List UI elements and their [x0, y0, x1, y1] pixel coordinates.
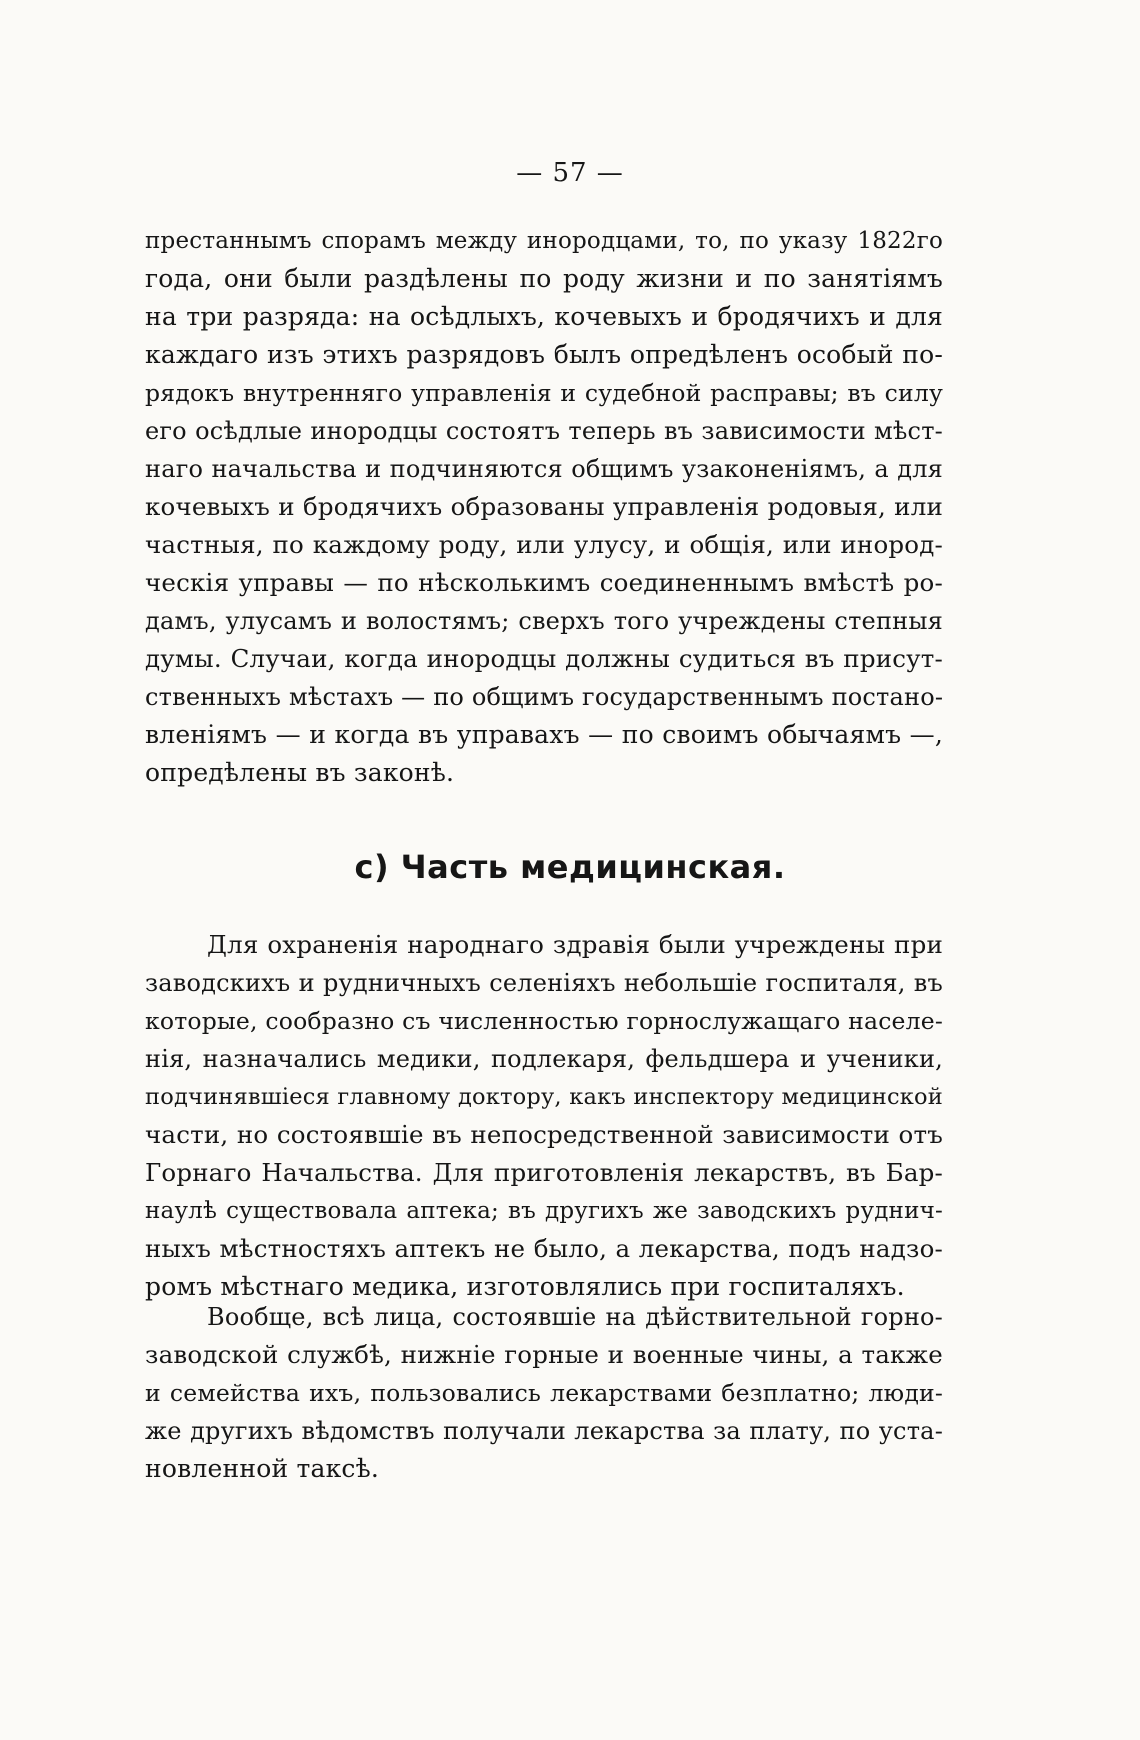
- text-line: вленіямъ — и когда въ управахъ — по своимъ обычаямъ —,: [145, 720, 943, 749]
- section-heading: с) Часть медицинская.: [354, 848, 786, 886]
- paragraph-medical-hospitals: [145, 926, 943, 1306]
- text-line: престаннымъ спорамъ между инородцами, то, по указу 1822го: [145, 228, 943, 254]
- text-line: наулѣ существовала аптека; въ другихъ же заводскихъ руднич-: [145, 1198, 943, 1224]
- text-line: Горнаго Начальства. Для приготовленія лекарствъ, въ Бар-: [145, 1158, 943, 1187]
- text-line: же другихъ вѣдомствъ получали лекарства за плату, по уста-: [145, 1417, 943, 1445]
- text-line: на три разряда: на осѣдлыхъ, кочевыхъ и бродячихъ и для: [145, 302, 943, 331]
- page-number: — 57 —: [516, 158, 624, 188]
- text-line: части, но состоявшіе въ непосредственной зависимости отъ: [145, 1120, 943, 1149]
- text-line: Для охраненія народнаго здравія были учреждены при: [207, 930, 943, 959]
- text-line: ромъ мѣстнаго медика, изготовлялись при госпиталяхъ.: [145, 1272, 905, 1301]
- text-line: которые, сообразно съ численностью горнослужащаго населе-: [145, 1007, 943, 1035]
- text-line: частныя, по каждому роду, или улусу, и общія, или инород-: [145, 530, 943, 559]
- text-line: нія, назначались медики, подлекаря, фельдшера и ученики,: [145, 1045, 943, 1073]
- text-line: подчинявшіеся главному доктору, какъ инспектору медицинской: [145, 1084, 943, 1110]
- text-line: наго начальства и подчиняются общимъ узаконеніямъ, а для: [145, 455, 943, 483]
- text-line: кочевыхъ и бродячихъ образованы управленія родовыя, или: [145, 492, 943, 521]
- paragraph-medical-free-treatment: [145, 1298, 943, 1488]
- text-line: Вообще, всѣ лица, состоявшіе на дѣйствительной горно-: [207, 1303, 943, 1331]
- text-line: и семейства ихъ, пользовались лекарствами безплатно; люди-: [145, 1379, 943, 1407]
- text-line: его осѣдлые инородцы состоятъ теперь въ зависимости мѣст-: [145, 417, 943, 445]
- text-line: каждаго изъ этихъ разрядовъ былъ опредѣленъ особый по-: [145, 340, 943, 369]
- text-line: рядокъ внутренняго управленія и судебной расправы; въ силу: [145, 379, 943, 407]
- paragraph-inorodtsy-administration: [145, 222, 943, 792]
- text-line: ныхъ мѣстностяхъ аптекъ не было, а лекарства, подъ надзо-: [145, 1234, 943, 1263]
- text-line: дамъ, улусамъ и волостямъ; сверхъ того учреждены степныя: [145, 607, 943, 635]
- text-line: думы. Случаи, когда инородцы должны судиться въ присут-: [145, 644, 943, 673]
- text-line: ческія управы — по нѣсколькимъ соединеннымъ вмѣстѣ ро-: [145, 568, 943, 597]
- text-line: опредѣлены въ законѣ.: [145, 758, 455, 787]
- text-line: заводскихъ и рудничныхъ селеніяхъ небольшіе госпиталя, въ: [145, 969, 943, 997]
- text-line: новленной таксѣ.: [145, 1454, 380, 1483]
- text-line: года, они были раздѣлены по роду жизни и по занятіямъ: [145, 264, 943, 293]
- text-line: ственныхъ мѣстахъ — по общимъ государственнымъ постано-: [145, 683, 943, 711]
- text-line: заводской службѣ, нижніе горные и военные чины, а также: [145, 1340, 943, 1369]
